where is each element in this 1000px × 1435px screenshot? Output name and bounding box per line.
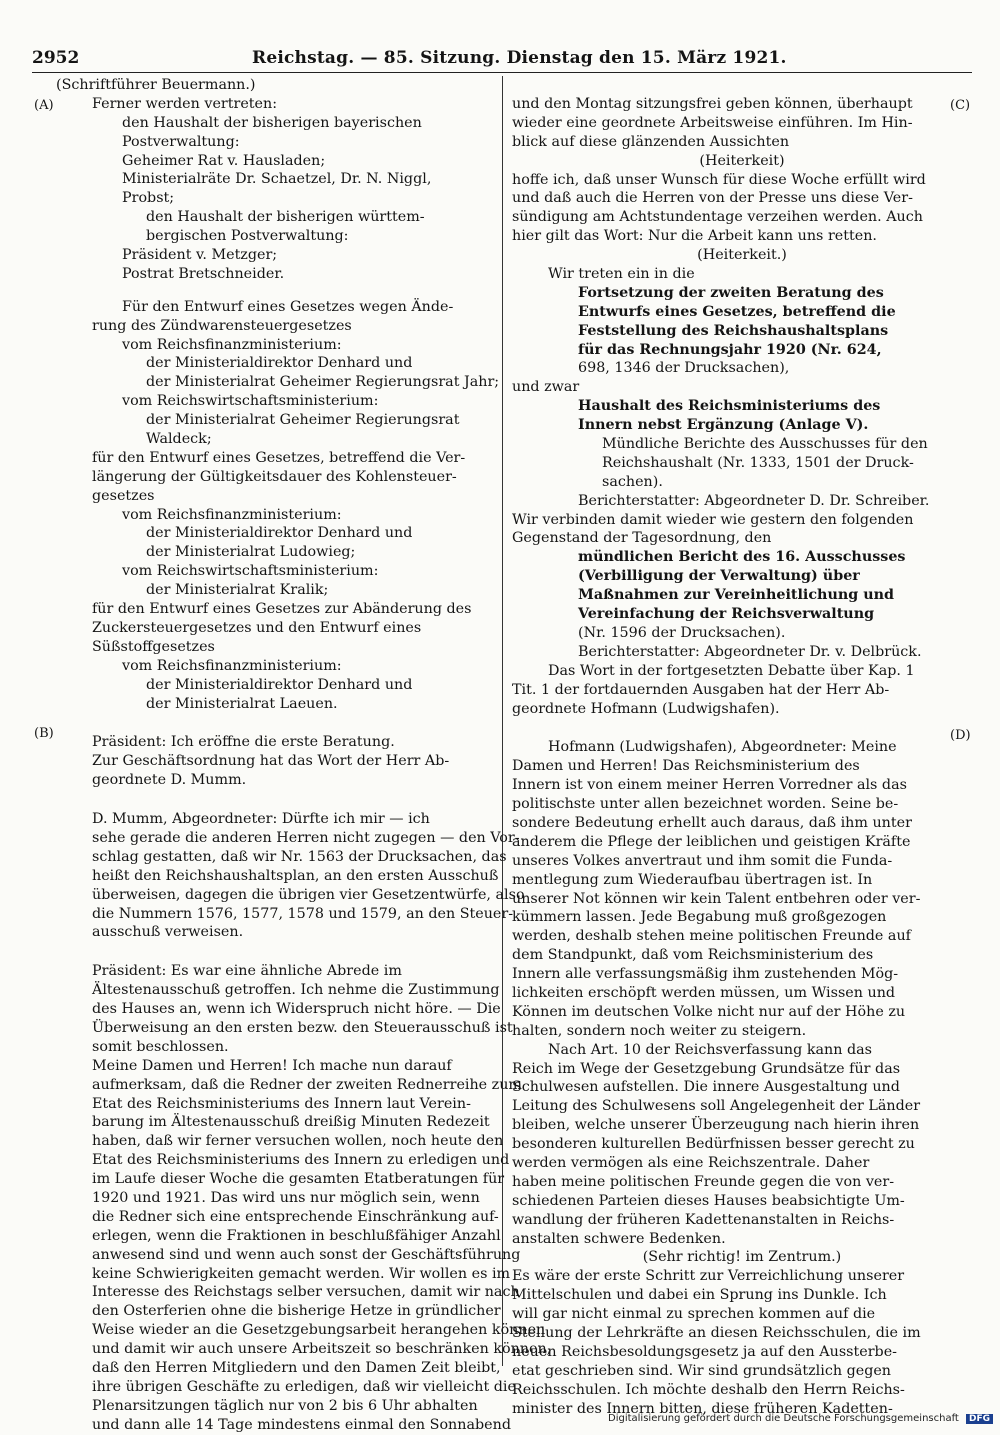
text-line: Präsident v. Metzger; — [122, 247, 278, 264]
paragraph-gap — [56, 942, 490, 962]
text-line: der Ministerialdirektor Denhard und — [146, 525, 413, 542]
text-line: und daß auch die Herren von der Presse uns diese Ver- — [512, 190, 913, 207]
text-line: der Ministerialrat Geheimer Regierungsrat Jahr; — [146, 374, 500, 391]
text-line: erlegen, wenn die Fraktionen in beschlußfähiger Anzahl — [92, 1227, 501, 1244]
text-line: längerung der Gültigkeitsdauer des Kohlensteuer- — [92, 468, 457, 485]
text-line: (Heiterkeit.) — [697, 247, 787, 264]
text-line: hier gilt das Wort: Nur die Arbeit kann uns retten. — [512, 228, 877, 245]
text-line: Ältestenausschuß getroffen. Ich nehme die Zustimmung — [92, 982, 500, 999]
text-line: anstalten schwere Bedenken. — [512, 1230, 726, 1247]
text-line: Innern ist von einem meiner Herren Vorredner als das — [512, 777, 907, 794]
text-line: Nach Art. 10 der Reichsverfassung kann das — [548, 1041, 872, 1058]
text-line: der Ministerialrat Kralik; — [146, 582, 329, 599]
running-title: Reichstag. — 85. Sitzung. Dienstag den 15. März 1921. — [252, 48, 787, 68]
text-line: (Schriftführer Beuermann.) — [56, 77, 256, 93]
text-line: politischste unter allen bezeichnet worden. Seine be- — [512, 796, 899, 813]
text-line: und den Montag sitzungsfrei geben können, überhaupt — [512, 96, 913, 112]
text-line: für das Rechnungsjahr 1920 (Nr. 624, — [578, 341, 882, 358]
text-line: die Redner sich eine entsprechende Einschränkung auf- — [92, 1208, 499, 1225]
text-line: unserer Not können wir kein Talent entbehren oder ver- — [512, 890, 921, 907]
text-line: vom Reichsfinanzministerium: — [122, 506, 342, 523]
text-line: vom Reichswirtschaftsministerium: — [122, 393, 379, 410]
text-line: Das Wort in der fortgesetzten Debatte über Kap. 1 — [548, 662, 915, 679]
text-line: der Ministerialrat Laeuen. — [146, 695, 338, 712]
text-line: Mittelschulen und dabei ein Sprung ins Dunkle. Ich — [512, 1287, 887, 1304]
text-line: Überweisung an den ersten bezw. den Steuerausschuß ist — [92, 1019, 513, 1036]
text-line: Berichterstatter: Abgeordneter Dr. v. Delbrück. — [578, 643, 922, 660]
right-column — [512, 95, 972, 1418]
text-line: Meine Damen und Herren! Ich mache nun darauf — [92, 1057, 452, 1074]
text-line: haben, daß wir ferner versuchen wollen, noch heute den — [92, 1133, 504, 1150]
text-line: Zuckersteuergesetzes und den Entwurf eines — [92, 619, 422, 636]
text-line: Weise wieder an die Gesetzgebungsarbeit herangehen können — [92, 1322, 546, 1339]
text-line: unseres Volkes anvertraut und ihm somit die Funda- — [512, 852, 893, 869]
text-line: Gegenstand der Tagesordnung, den — [512, 530, 772, 547]
text-line: der Ministerialdirektor Denhard und — [146, 355, 413, 372]
text-line: geordnete Hofmann (Ludwigshafen). — [512, 700, 780, 717]
text-line: für den Entwurf eines Gesetzes, betreffend die Ver- — [92, 449, 466, 466]
text-line: Etat des Reichsministeriums des Innern laut Verein- — [92, 1095, 471, 1112]
text-line: etat geschrieben sind. Wir sind grundsätzlich gegen — [512, 1362, 892, 1379]
text-line: mündlichen Bericht des 16. Ausschusses — [578, 549, 906, 566]
text-line: Damen und Herren! Das Reichsministerium des — [512, 758, 860, 775]
text-line: des Hauses an, wenn ich Widerspruch nicht höre. — Die — [92, 1001, 501, 1018]
text-line: Plenarsitzungen täglich nur von 2 bis 6 Uhr abhalten — [92, 1397, 478, 1414]
text-line: heißt den Reichshaushaltsplan, an den ersten Ausschuß — [92, 867, 499, 884]
footer-text: Digitalisierung gefördert durch die Deutsche Forschungsgemeinschaft — [608, 1413, 959, 1424]
text-line: daß den Herren Mitgliedern und den Damen Zeit bleibt, — [92, 1360, 501, 1376]
text-line: (Nr. 1596 der Drucksachen). — [578, 624, 786, 641]
text-line: Präsident: Ich eröffne die erste Beratung. — [92, 734, 395, 751]
text-line: Waldeck; — [146, 431, 212, 448]
text-line: Geheimer Rat v. Hausladen; — [122, 152, 326, 169]
text-line: Fortsetzung der zweiten Beratung des — [578, 284, 884, 301]
text-line: der Ministerialdirektor Denhard und — [146, 676, 413, 693]
page-number: 2952 — [32, 48, 80, 68]
text-line: will gar nicht einmal zu sprechen kommen auf die — [512, 1306, 876, 1323]
paragraph-gap — [512, 718, 972, 738]
text-line: gesetzes — [92, 487, 155, 504]
text-line: (Heiterkeit) — [699, 152, 785, 169]
text-line: werden, deshalb stehen meine politischen Freunde auf — [512, 928, 911, 945]
text-line: Entwurfs eines Gesetzes, betreffend die — [578, 303, 896, 320]
text-line: dem Standpunkt, daß vom Reichsministerium des — [512, 947, 874, 964]
text-line: für den Entwurf eines Gesetzes zur Abänderung des — [92, 601, 472, 618]
margin-marker-b: (B) — [34, 726, 54, 741]
paragraph-gap — [56, 713, 490, 733]
text-line: 698, 1346 der Drucksachen), — [578, 360, 790, 377]
text-line: bergischen Postverwaltung: — [146, 228, 349, 245]
text-line: minister des Innern bitten, diese früheren Kadetten- — [512, 1400, 893, 1417]
text-line: sehe gerade die anderen Herren nicht zugegen — den Vor- — [92, 829, 520, 846]
text-line: Maßnahmen zur Vereinheitlichung und — [578, 587, 894, 604]
text-line: Leitung des Schulwesens soll Angelegenheit der Länder — [512, 1098, 921, 1115]
text-line: Vereinfachung der Reichsverwaltung — [578, 606, 875, 623]
text-line: Tit. 1 der fortdauernden Ausgaben hat der Herr Ab- — [512, 681, 890, 698]
text-line: Wir verbinden damit wieder wie gestern den folgenden — [512, 511, 914, 528]
text-line: Haushalt des Reichsministeriums des — [578, 398, 881, 415]
text-line: kümmern lassen. Jede Begabung muß großgezogen — [512, 909, 887, 926]
text-line: Ministerialräte Dr. Schaetzel, Dr. N. Niggl, — [122, 171, 432, 188]
text-line: (Sehr richtig! im Zentrum.) — [642, 1249, 842, 1266]
text-line: schiedenen Parteien dieses Hauses beabsichtigte Um- — [512, 1192, 905, 1209]
text-line: Innern alle verfassungsmäßig ihm zustehenden Mög- — [512, 966, 899, 983]
text-line: blick auf diese glänzenden Aussichten — [512, 133, 790, 150]
text-line: Ferner werden vertreten: — [92, 95, 278, 112]
text-line: aufmerksam, daß die Redner der zweiten Rednerreihe zum — [92, 1076, 522, 1093]
text-line: Es wäre der erste Schritt zur Verreichlichung unserer — [512, 1268, 905, 1285]
text-line: Hofmann (Ludwigshafen), Abgeordneter: Meine — [548, 739, 897, 756]
text-line: neuen Reichsbesoldungsgesetz ja auf den Aussterbe- — [512, 1343, 897, 1360]
text-line: im Laufe dieser Woche die gesamten Etatberatungen für — [92, 1171, 505, 1188]
text-line: Innern nebst Ergänzung (Anlage V). — [578, 417, 869, 434]
text-line: Interesse des Reichstags selber versuchen, damit wir nach — [92, 1284, 520, 1301]
margin-marker-c: (C) — [950, 98, 971, 113]
text-line: Können im deutschen Volke nicht nur auf der Höhe zu — [512, 1003, 906, 1020]
text-line: der Ministerialrat Ludowieg; — [146, 544, 356, 561]
text-line: die Nummern 1576, 1577, 1578 und 1579, an den Steuer- — [92, 905, 514, 922]
text-line: Probst; — [122, 190, 175, 207]
text-line: somit beschlossen. — [92, 1038, 229, 1055]
text-line: wieder eine geordnete Arbeitsweise einführen. Im Hin- — [512, 114, 913, 131]
text-line: den Haushalt der bisherigen württem- — [146, 209, 425, 226]
text-line: vom Reichsfinanzministerium: — [122, 336, 342, 353]
text-line: und dann alle 14 Tage mindestens einmal den Sonnabend — [92, 1416, 511, 1433]
text-line: Reichshaushalt (Nr. 1333, 1501 der Druck- — [602, 454, 914, 471]
text-line: sündigung am Achtstundentage verzeihen werden. Auch — [512, 209, 923, 226]
text-line: halten, sondern noch weiter zu steigern. — [512, 1022, 807, 1039]
text-line: Zur Geschäftsordnung hat das Wort der Herr Ab- — [92, 753, 450, 770]
text-line: anwesend sind und wenn auch sonst der Geschäftsführung — [92, 1246, 521, 1263]
text-line: Wir treten ein in die — [548, 266, 695, 283]
text-line: bleiben, welche unserer Überzeugung nach hierin ihren — [512, 1117, 920, 1134]
text-line: Berichterstatter: Abgeordneter D. Dr. Schreiber. — [578, 492, 930, 509]
margin-marker-a: (A) — [34, 98, 54, 113]
text-line: ihre übrigen Geschäfte zu erledigen, daß wir vielleicht die — [92, 1378, 516, 1395]
running-header — [32, 46, 972, 73]
text-line: Postrat Bretschneider. — [122, 265, 285, 282]
text-line: (Verbilligung der Verwaltung) über — [578, 568, 860, 585]
text-line: überweisen, dagegen die übrigen vier Gesetzentwürfe, also — [92, 886, 525, 903]
text-line: Reichsschulen. Ich möchte deshalb den Herrn Reichs- — [512, 1381, 905, 1398]
text-line: keine Schwierigkeiten gemacht werden. Wir wollen es im — [92, 1265, 511, 1282]
text-line: den Osterferien ohne die bisherige Hetze in gründlicher — [92, 1303, 501, 1320]
text-line: werden vermögen als eine Reichszentrale. Daher — [512, 1154, 870, 1171]
text-line: anderem die Pflege der leiblichen und geistigen Kräfte — [512, 833, 911, 850]
paragraph-gap — [56, 284, 490, 298]
text-line: und damit wir auch unsere Arbeitszeit so beschränken können, — [92, 1341, 552, 1358]
text-line: Für den Entwurf eines Gesetzes wegen Ände- — [122, 298, 454, 315]
text-line: ausschuß verweisen. — [92, 924, 244, 941]
text-line: schlag gestatten, daß wir Nr. 1563 der Drucksachen, das — [92, 848, 507, 865]
text-line: und zwar — [512, 379, 580, 396]
dfg-logo: DFG — [966, 1414, 993, 1424]
text-line: Reich im Wege der Gesetzgebung Grundsätze für das — [512, 1060, 901, 1077]
text-line: Mündliche Berichte des Ausschusses für den — [602, 436, 928, 453]
text-line: vom Reichswirtschaftsministerium: — [122, 563, 379, 580]
text-line: lichkeiten erschöpft werden müssen, um Wissen und — [512, 984, 896, 1001]
text-line: sachen). — [602, 473, 663, 490]
text-line: mentlegung zum Wiederaufbau übertragen ist. In — [512, 871, 873, 888]
text-line: besonderen kulturellen Bedürfnissen besser gerecht zu — [512, 1136, 915, 1153]
text-line: D. Mumm, Abgeordneter: Dürfte ich mir — ich — [92, 811, 430, 828]
text-line: Etat des Reichsministeriums des Innern zu erledigen und — [92, 1152, 510, 1169]
paragraph-gap — [56, 790, 490, 810]
text-line: wandlung der früheren Kadettenanstalten in Reichs- — [512, 1211, 895, 1228]
text-line: Schulwesen aufstellen. Die innere Ausgestaltung und — [512, 1079, 900, 1096]
text-line: barung im Ältestenausschuß dreißig Minuten Redezeit — [92, 1114, 490, 1131]
footer — [608, 1413, 993, 1424]
text-line: haben meine politischen Freunde gegen die von ver- — [512, 1173, 895, 1190]
text-line: hoffe ich, daß unser Wunsch für diese Woche erfüllt wird — [512, 171, 926, 188]
text-line: vom Reichsfinanzministerium: — [122, 657, 342, 674]
text-line: sondere Bedeutung erhellt auch daraus, daß ihm unter — [512, 814, 912, 831]
text-line: Süßstoffgesetzes — [92, 638, 215, 655]
text-line: Postverwaltung: — [122, 133, 240, 150]
text-line: geordnete D. Mumm. — [92, 772, 247, 789]
text-line: 1920 und 1921. Das wird uns nur möglich sein, wenn — [92, 1189, 480, 1206]
text-line: Präsident: Es war eine ähnliche Abrede im — [92, 963, 402, 980]
text-line: Feststellung des Reichshaushaltsplans — [578, 322, 889, 339]
text-line: den Haushalt der bisherigen bayerischen — [122, 114, 422, 131]
text-line: Stellung der Lehrkräfte an diesen Reichsschulen, die im — [512, 1325, 921, 1341]
margin-marker-d: (D) — [950, 728, 971, 743]
text-line: rung des Zündwarensteuergesetzes — [92, 317, 352, 334]
text-line: der Ministerialrat Geheimer Regierungsrat — [146, 412, 460, 429]
